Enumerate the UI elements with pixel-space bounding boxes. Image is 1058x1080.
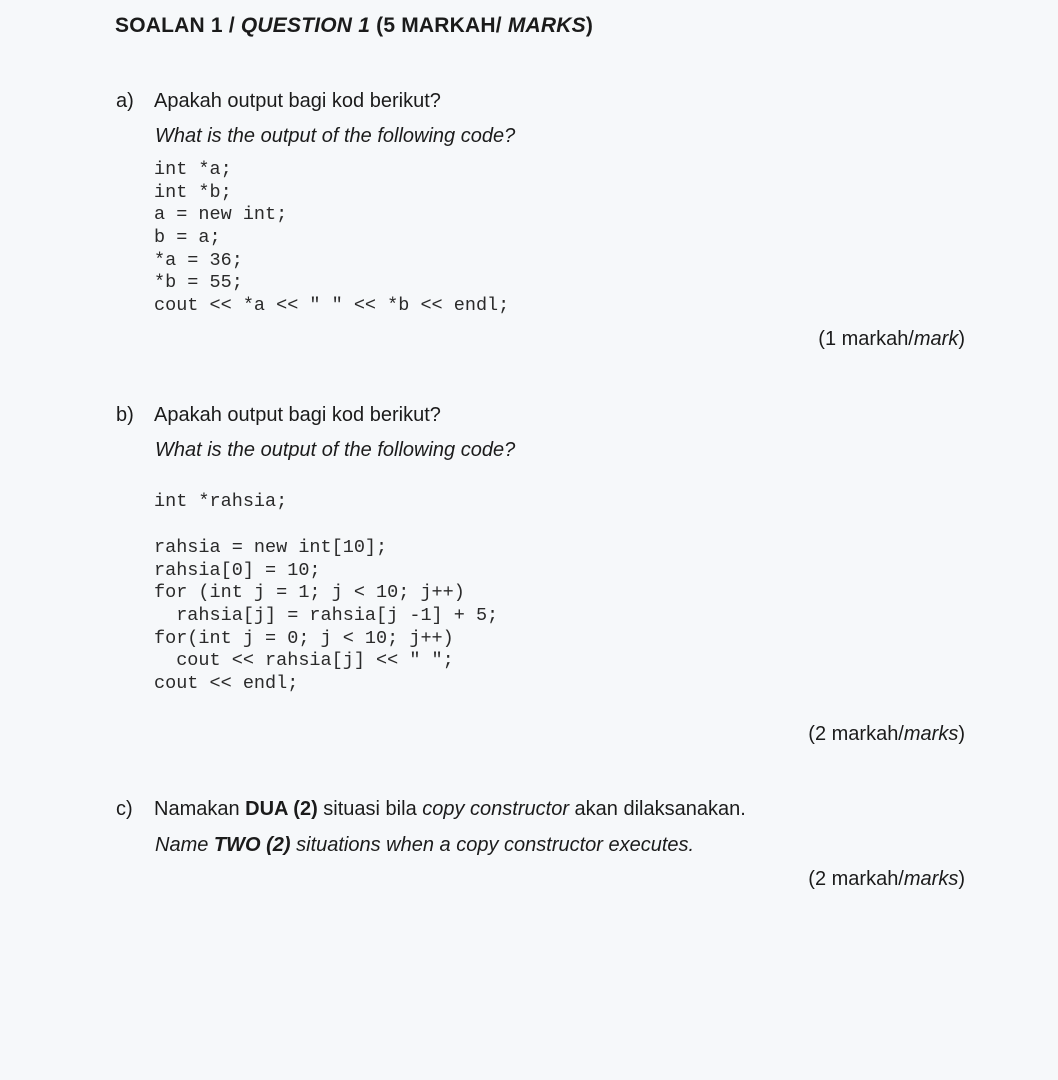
part-b-question-en: What is the output of the following code? — [155, 439, 516, 461]
part-a-label: a) — [116, 90, 134, 112]
code-line: int *a; — [154, 159, 232, 180]
text-run: akan dilaksanakan. — [568, 798, 746, 820]
total-marks-open: (5 MARKAH/ — [370, 14, 508, 37]
part-a-question-en: What is the output of the following code? — [155, 125, 516, 147]
part-b-code-block — [154, 537, 498, 696]
total-marks-en: MARKS — [507, 14, 586, 37]
text-run: Name — [155, 834, 214, 856]
question-title — [115, 14, 593, 38]
code-line: *a = 36; — [154, 249, 243, 271]
part-b-question-ms: Apakah output bagi kod berikut? — [154, 404, 441, 426]
code-line: cout << *a << " " << *b << endl; — [154, 295, 510, 317]
part-c-question-ms — [154, 798, 746, 821]
text-run-italic: copy constructor — [422, 798, 569, 820]
part-b-label: b) — [116, 404, 134, 426]
part-c-label: c) — [116, 798, 133, 820]
part-a-marks — [818, 328, 965, 351]
text-run-bold: TWO (2) — [213, 834, 291, 856]
text-run: situasi bila — [317, 798, 423, 820]
code-line: for(int j = 0; j < 10; j++) — [154, 627, 454, 649]
marks-en: marks — [903, 723, 959, 745]
code-line: rahsia = new int[10]; — [154, 537, 388, 558]
marks-close: ) — [958, 723, 965, 745]
code-line: int *rahsia; — [154, 491, 288, 512]
part-c-marks — [808, 868, 965, 891]
text-run: situations when a copy constructor executes. — [290, 834, 695, 856]
part-a-code-block — [154, 159, 509, 318]
total-marks-close: ) — [585, 14, 594, 37]
part-b-marks — [808, 723, 965, 746]
marks-close: ) — [958, 868, 965, 890]
marks-open: (2 markah/ — [808, 723, 904, 745]
text-run: Namakan — [154, 798, 246, 820]
title-separator: / — [222, 14, 241, 37]
code-line: *b = 55; — [154, 272, 243, 294]
part-b-code-declaration — [154, 491, 287, 514]
code-line: b = a; — [154, 227, 221, 249]
code-line: for (int j = 1; j < 10; j++) — [154, 582, 465, 604]
part-c-question-en — [155, 834, 694, 857]
soalan-label: SOALAN 1 — [115, 14, 223, 37]
question-label: QUESTION 1 — [240, 14, 371, 37]
marks-open: (1 markah/ — [818, 328, 914, 350]
marks-close: ) — [958, 328, 965, 350]
marks-open: (2 markah/ — [808, 868, 904, 890]
code-line: cout << rahsia[j] << " "; — [154, 650, 454, 672]
code-line: rahsia[0] = 10; — [154, 559, 321, 581]
marks-en: mark — [913, 328, 959, 350]
text-run-bold: DUA (2) — [245, 798, 318, 820]
part-a-question-ms: Apakah output bagi kod berikut? — [154, 90, 441, 112]
code-line: a = new int; — [154, 204, 288, 226]
code-line: rahsia[j] = rahsia[j -1] + 5; — [154, 605, 499, 627]
marks-en: marks — [903, 868, 959, 890]
code-line: int *b; — [154, 181, 232, 203]
code-line: cout << endl; — [154, 673, 299, 695]
